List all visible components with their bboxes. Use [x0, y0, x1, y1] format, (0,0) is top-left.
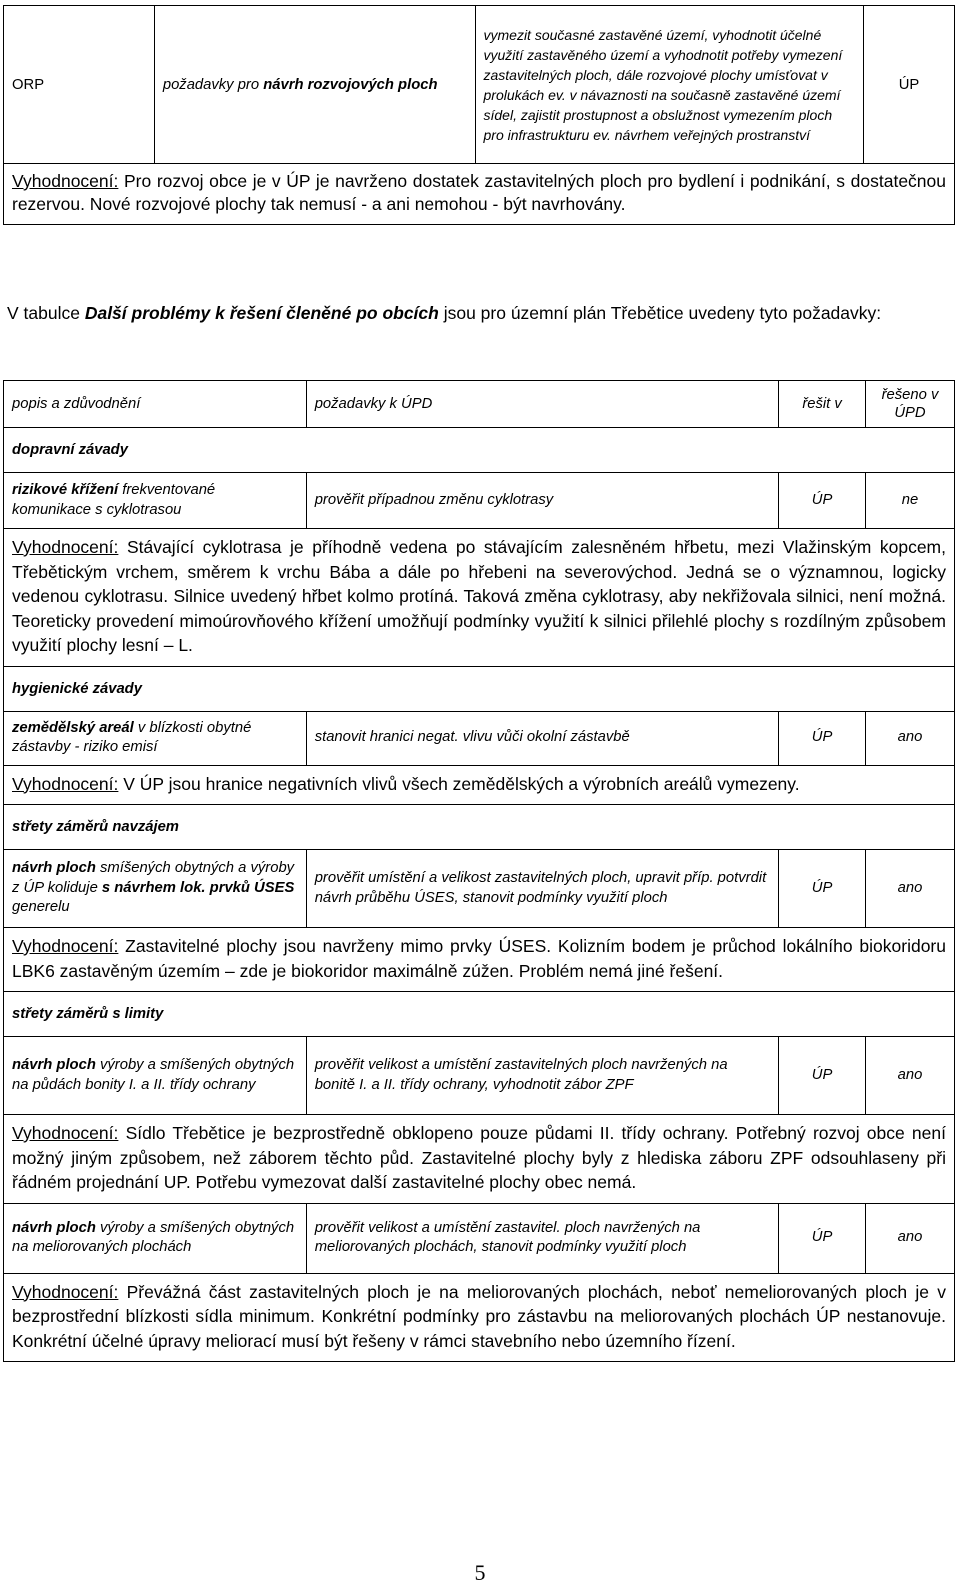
evaluation-row [4, 1273, 955, 1362]
item-requirement: prověřit velikost a umístění zastavitel. ploch navržených na meliorovaných plochách, stanovit podmínky využití ploch [306, 1203, 778, 1273]
table-row [4, 711, 955, 765]
item-description [4, 711, 307, 765]
header-requirements: požadavky k ÚPD [306, 381, 778, 428]
evaluation-row [4, 529, 955, 667]
intro-text-end: jsou pro územní plán Třebětice uvedeny tyto požadavky: [438, 303, 882, 323]
item-resolve-in: ÚP [779, 473, 866, 529]
category-title: střety záměrů s limity [4, 992, 955, 1037]
evaluation-cell [4, 765, 955, 805]
item-requirement: stanovit hranici negat. vlivu vůči okolní zástavbě [306, 711, 778, 765]
item-bold: návrh ploch [12, 1057, 96, 1073]
orp-cell: ORP [4, 6, 155, 164]
table-row [4, 6, 955, 164]
item-resolve-in: ÚP [779, 711, 866, 765]
evaluation-text: V ÚP jsou hranice negativních vlivů všech zemědělských a výrobních areálů vymezeny. [118, 773, 800, 794]
item-description [4, 473, 307, 529]
table-row [4, 1203, 955, 1273]
category-title: hygienické závady [4, 666, 955, 711]
table-row [4, 473, 955, 529]
item-description [4, 1203, 307, 1273]
item-requirement: prověřit případnou změnu cyklotrasy [306, 473, 778, 529]
category-row [4, 992, 955, 1037]
evaluation-cell [4, 529, 955, 667]
evaluation-cell [4, 1273, 955, 1362]
item-resolved: ano [866, 1037, 955, 1115]
item-text: frekventované komunikace s cyklotrasou [12, 482, 216, 518]
item-bold: návrh ploch [12, 860, 96, 877]
item-resolve-in: ÚP [779, 850, 866, 928]
evaluation-text: Převážná část zastavitelných ploch je na meliorovaných plochách, neboť nemeliorovaných ploch je v bezprostřední blízkosti sídla minimum. Konkrétní podmínky pro zástavbu na meliorovaných plochách ÚP nestanovuje. Konkrétní účelné úpravy meliorací musí být řešeny v rámci stavebního nebo územního řízení. [12, 1281, 946, 1351]
top-table [3, 5, 955, 225]
item-resolved: ne [866, 473, 955, 529]
evaluation-text: Zastavitelné plochy jsou navrženy mimo prvky ÚSES. Kolizním bodem je průchod lokálního biokoridoru LBK6 zastavěným územím – zde je biokoridor maximálně zúžen. Problém nemá jiné řešení. [12, 936, 946, 981]
evaluation-label: Vyhodnocení: [12, 1123, 119, 1143]
item-resolve-in: ÚP [779, 1037, 866, 1115]
category-row [4, 428, 955, 473]
table-row [4, 1037, 955, 1115]
evaluation-text: Pro rozvoj obce je v ÚP je navrženo dostatek zastavitelných ploch pro bydlení i podnikání, s dostatečnou rezervou. Nové rozvojové plochy tak nemusí - a ani nemohou - být navrhovány. [12, 171, 946, 214]
item-bold: zemědělský areál [12, 719, 134, 736]
evaluation-label: Vyhodnocení: [12, 773, 119, 794]
item-requirement: prověřit umístění a velikost zastavitelných ploch, upravit příp. potvrdit návrh průběhu ÚSES, stanovit podmínky využití ploch [306, 850, 778, 928]
item-description [4, 850, 307, 928]
requirement-bold: návrh rozvojových ploch [263, 76, 438, 93]
intro-table-name: Další problémy k řešení členěné po obcích [84, 303, 439, 323]
requirements-table [3, 380, 955, 1362]
header-resolved: řešeno v ÚPD [866, 381, 955, 428]
item-text: výroby a smíšených obytných na půdách bonity I. a II. třídy ochrany [12, 1057, 295, 1093]
item-resolved: ano [866, 711, 955, 765]
item-resolve-in: ÚP [779, 1203, 866, 1273]
evaluation-label: Vyhodnocení: [12, 936, 119, 956]
evaluation-cell [4, 164, 955, 225]
page-number: 5 [474, 1560, 486, 1585]
item-bold-2: s návrhem lok. prvků ÚSES [101, 879, 295, 896]
item-text: výroby a smíšených obytných na meliorovaných plochách [12, 1219, 295, 1255]
evaluation-cell [4, 928, 955, 992]
resolve-in-cell: ÚP [864, 6, 955, 164]
evaluation-text: Sídlo Třebětice je bezprostředně obklopeno pouze půdami II. třídy ochrany. Potřebný rozvoj obce není možný jiným způsobem, než záborem těchto půd. Zastavitelné plochy byly z hlediska záboru ZPF odsouhlaseny při řádném projednání UP. Potřebu vymezovat další zastavitelné plochy obec nemá. [12, 1123, 946, 1192]
evaluation-row [4, 1115, 955, 1204]
item-resolved: ano [866, 1203, 955, 1273]
intro-paragraph [7, 300, 957, 326]
header-description: popis a zdůvodnění [4, 381, 307, 428]
header-resolve-in: řešit v [779, 381, 866, 428]
evaluation-text: Stávající cyklotrasa je příhodně vedena po stávajícím zalesněném hřbetu, mezi Vlažinským kopcem, Třebětickým vrchem, směrem k vrchu Bába a dále po hřebeni na severovýchod. Jedná se o významnou, logicky vedenou cyklotrasu. Silnice uvedený hřbet kolmo protíná. Taková změna cyklotrasy, aby nekřižovala silnici, není možná. Teoreticky provedení mimoúrovňového křížení umožňují podmínky využití k silnici přilehlé plochy s rozdílným způsobem využití plochy lesní – L. [12, 537, 946, 655]
item-text-2: generelu [12, 899, 70, 916]
category-row [4, 805, 955, 850]
category-title: dopravní závady [4, 428, 955, 473]
requirement-prefix: požadavky pro [162, 76, 264, 93]
item-requirement: prověřit velikost a umístění zastavitelných ploch navržených na bonitě I. a II. třídy ochrany, vyhodnotit zábor ZPF [306, 1037, 778, 1115]
evaluation-row [4, 765, 955, 805]
evaluation-label: Vyhodnocení: [12, 171, 119, 191]
item-text: smíšených obytných a výroby z ÚP koliduje [12, 860, 295, 896]
table-row [4, 850, 955, 928]
item-bold: rizikové křížení [12, 482, 119, 498]
description-cell: vymezit současné zastavěné území, vyhodnotit účelné využití zastavěného území a vyhodnotit potřeby vymezení zastavitelných ploch, dále rozvojové plochy umísťovat v prolukách ev. v návaznosti na současně zastavěné území sídel, zajistit prostupnost a obslužnost vymezením ploch pro infrastrukturu ev. návrhem veřejných prostranství [475, 6, 864, 164]
item-resolved: ano [866, 850, 955, 928]
category-title: střety záměrů navzájem [4, 805, 955, 850]
item-text: v blízkosti obytné zástavby - riziko emisí [12, 719, 252, 755]
evaluation-label: Vyhodnocení: [12, 1281, 119, 1302]
item-description [4, 1037, 307, 1115]
item-bold: návrh ploch [12, 1219, 96, 1236]
intro-text: V tabulce [7, 303, 85, 323]
requirement-cell [154, 6, 475, 164]
evaluation-cell [4, 1115, 955, 1204]
evaluation-row [4, 164, 955, 225]
evaluation-label: Vyhodnocení: [12, 537, 119, 557]
header-row [4, 381, 955, 428]
evaluation-row [4, 928, 955, 992]
category-row [4, 666, 955, 711]
